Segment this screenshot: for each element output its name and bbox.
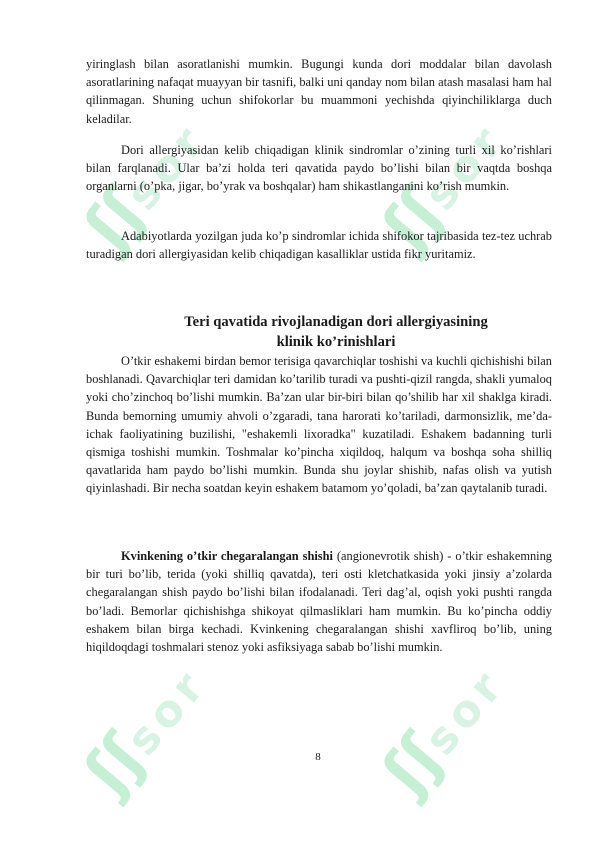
watermark xyxy=(70,647,221,807)
watermark-logo: ʃʃ xyxy=(368,175,458,262)
section-heading-line2: klinik ko’rinishlari xyxy=(276,334,396,350)
paragraph-literature: Adabiyotlarda yozilgan juda ko’p sindromlar ichida shifokor tajribasida tez-tez uchrab turadigan dori allergiyasidan kelib chiqadigan kasalliklar ustida fikr yuritamiz. xyxy=(86,229,552,262)
watermark-text: sor xyxy=(414,113,516,220)
paragraph-acute-urticaria: O’tkir eshakemi birdan bemor terisiga qavarchiqlar toshishi va kuchli qichishishi bilan boshlanadi. Qavarchiqlar teri damidan ko’tarilib turadi va pushti-qizil rangda, shakli yumaloq yoki cho’zinchoq bo’lishi mumkin. Ba’zan ular bir-biri bilan qo’shilib har xil shaklga kiradi. Bunda bemorning umumiy ahvoli o’zgaradi, tana harorati ko’tariladi, darmonsizlik, me’da-ichak faoliyatining buzilishi, "eshakemli lixoradka" kuzatiladi. Eshakem badanning turli qismiga toshishi mumkin. Toshmalar ko’pincha xiqildoq, halqum va boshqa soha shilliq qavatlarida ham paydo bo’lishi mumkin. Bunda shu joylar shishib, nafas olish va yutish qiyinlashadi. Bir necha soatdan keyin eshakem batamom yo’qoladi, ba’zan qaytalanib turadi. xyxy=(86,354,552,496)
watermark-logo: ʃʃ xyxy=(368,720,458,807)
watermark-text: sor xyxy=(414,658,516,765)
page-number: 8 xyxy=(315,751,321,763)
watermark-text: sor xyxy=(116,113,218,220)
watermark xyxy=(368,647,519,807)
paragraph-quincke-edema xyxy=(86,547,552,656)
quincke-term: Kvinkening o’tkir chegaralangan shishi xyxy=(121,549,333,563)
paragraph-clinical-syndromes: Dori allergiyasidan kelib chiqadigan klinik sindromlar o’zining turli xil ko’rishlari bilan farqlanadi. Ular ba’zi holda teri qavatida paydo bo’lishi bilan bir vaqtda boshqa organlarni (o’pka, jigar, bo’yrak va boshqalar) ham shikastlanganini ko’rish mumkin. xyxy=(86,143,552,194)
section-heading-line1: Teri qavatida rivojlanadigan dori allergiyasining xyxy=(184,314,488,330)
watermark-text: sor xyxy=(116,658,218,765)
quincke-description: (angionevrotik shish) - o’tkir eshakemning bir turi bo’lib, terida (yoki shilliq qavatda), teri osti kletchatkasida yoki jinsiy a’zolarda chegaralangan shish paydo bo’lishi bilan ifodalanadi. Teri dag’al, oqish yoki pushti rangda bo’ladi. Bemorlar qichishishga shikoyat qilmasliklari ham mumkin. Bu ko’pincha oddiy eshakem bilan birga kechadi. Kvinkening chegaralangan shishi xavfliroq bo’lib, uning hiqildoqdagi toshmalari stenoz yoki asfiksiyaga sabab bo’lishi mumkin. xyxy=(86,549,552,655)
section-heading xyxy=(86,312,586,352)
watermark-logo: ʃʃ xyxy=(70,175,160,262)
paragraph-continuation: yiringlash bilan asoratlanishi mumkin. Bugungi kunda dori moddalar bilan davolash asoratlarining nafaqat muayyan bir tasnifi, balki uni qanday nom bilan atash masalasi ham hal qilinmagan. Shuning uchun shifokorlar bu muammoni yechishda qiyinchiliklarga duch keladilar. xyxy=(86,57,552,126)
watermark-logo: ʃʃ xyxy=(70,720,160,807)
